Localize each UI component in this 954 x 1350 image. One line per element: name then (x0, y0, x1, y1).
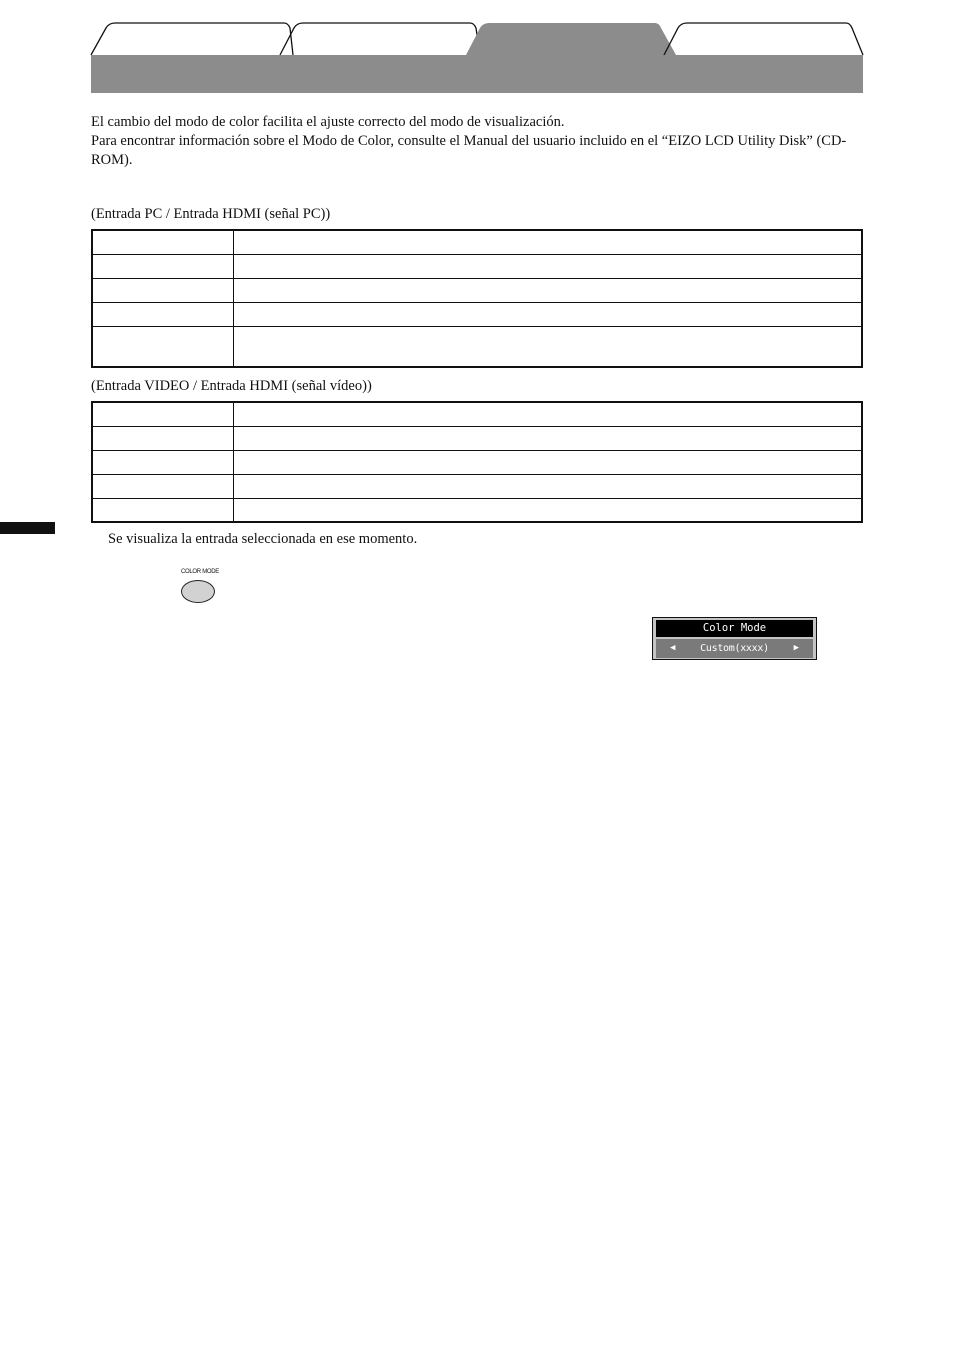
table-video-caption: (Entrada VIDEO / Entrada HDMI (señal vídeo)) (91, 378, 372, 394)
table-cell (234, 302, 863, 326)
table-cell (92, 254, 234, 278)
table-cell (92, 402, 234, 426)
table-row (92, 426, 862, 450)
table-cell (234, 278, 863, 302)
table-pc (91, 229, 863, 368)
table-row (92, 474, 862, 498)
tab-3-active[interactable] (466, 23, 676, 55)
table-cell (234, 426, 863, 450)
osd-title: Color Mode (656, 620, 813, 637)
tab-1[interactable] (91, 23, 293, 55)
table-cell (92, 426, 234, 450)
color-mode-button-label: COLOR MODE (180, 569, 219, 575)
table-row (92, 450, 862, 474)
color-mode-button-illustration (178, 569, 222, 609)
intro-text (91, 113, 863, 170)
tab-4[interactable] (664, 23, 863, 55)
triangle-left-icon: ◀ (670, 643, 676, 653)
section-header-bar (91, 55, 863, 93)
table-cell (234, 326, 863, 367)
intro-line-2: Para encontrar información sobre el Modo de Color, consulte el Manual del usuario incluido en el “EIZO LCD Utility Disk” (CD-ROM). (91, 133, 847, 168)
triangle-right-icon: ▶ (793, 643, 799, 653)
table-row (92, 254, 862, 278)
table-cell (92, 474, 234, 498)
table-row (92, 402, 862, 426)
table-cell (234, 402, 863, 426)
table-cell (234, 474, 863, 498)
table-cell (92, 326, 234, 367)
table-cell (234, 230, 863, 254)
table-cell (92, 230, 234, 254)
osd-mode-value: Custom(xxxx) (700, 643, 769, 654)
table-video (91, 401, 863, 523)
table-cell (92, 278, 234, 302)
table-cell (234, 254, 863, 278)
table-cell (234, 450, 863, 474)
table-cell (92, 450, 234, 474)
table-cell (92, 302, 234, 326)
selected-input-note: Se visualiza la entrada seleccionada en ese momento. (108, 531, 418, 547)
tab-2[interactable] (280, 23, 480, 55)
table-row (92, 326, 862, 367)
table-cell (234, 498, 863, 522)
table-row (92, 278, 862, 302)
table-row (92, 498, 862, 522)
table-row (92, 302, 862, 326)
table-pc-caption: (Entrada PC / Entrada HDMI (señal PC)) (91, 206, 331, 222)
table-row (92, 230, 862, 254)
color-mode-button (181, 580, 215, 603)
page-edge-marker (0, 522, 55, 534)
intro-line-1: El cambio del modo de color facilita el ajuste correcto del modo de visualización. (91, 114, 565, 130)
osd-value-row (656, 639, 813, 658)
color-mode-osd (652, 617, 817, 660)
table-cell (92, 498, 234, 522)
